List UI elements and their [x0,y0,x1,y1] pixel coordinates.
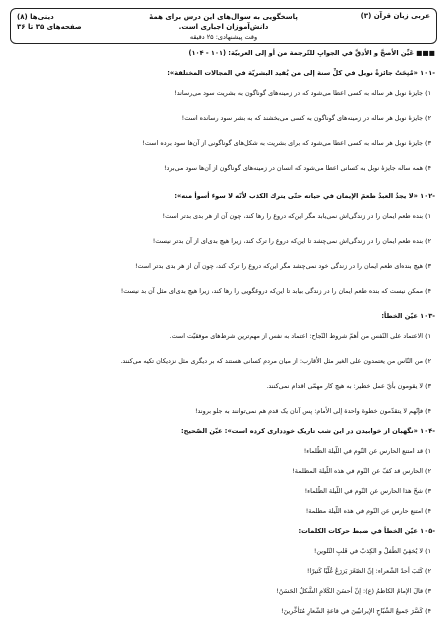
answer-option[interactable]: ۴) ممکن نیست که بنده طعم ایمان را در زندگی بیابد تا این‌که دروغگویی را رها کند، زیرا هیچ بدی‌ای مثل آن بد نیست! [120,287,431,295]
question-stem: -۱۰۱ «مُنِحَتْ جائزةُ نوبل في كلِّ سنة إلى من يُفيد البشريّة في المجالات المختلفة»: [167,69,435,77]
answer-option[interactable]: ۲) من النّاس من يعتمدون على الغير مثل الأقارب: از میان مردم کسانی هستند که بر دیگری مثل نزدیکان تکیه می‌کنند. [120,357,431,365]
exam-header [10,8,437,44]
answer-option[interactable]: ۱) جایزهٔ نوبل هر ساله به کسی اعطا می‌شود که در زمینه‌های گوناگون به بشریت سود می‌رساند! [174,89,431,97]
section-title: ■■■ عَيِّن الأصحَّ و الأدقَّ في الجوابِ للتّرجمة من أو إلى العربيّة: (۱۰۱ - ۱۰۴) [188,49,435,57]
answer-option[interactable]: ۳) لا يقومون بأيّ عمل خطير: به هیچ کار مهمّی اقدام نمی‌کنند. [266,382,431,390]
answer-option[interactable]: ۱) الاعتماد على النّفس من أهمّ شروط النّجاح: اعتماد به نفس از مهم‌ترین شرط‌های موفقیّت است. [169,332,431,340]
answer-option[interactable]: ۲) الحارس قد كفّ عن النّوم في هذه اللّيلة المظلمة! [292,467,431,475]
section-info [17,12,82,32]
question-stem: -۱۰۳ عيّن الخطأ: [381,312,435,320]
answer-option[interactable]: ۱) قد امتنع الحارس عن النّوم في اللّيلة الظّلماء! [303,447,431,455]
answer-option[interactable]: ۴) امتنع حارس عن النّوم في هذه اللّيلة مظلمة! [305,507,431,515]
answer-option[interactable]: ۲) بنده طعم ایمان را در زندگی‌اش نمی‌چشد تا این‌که دروغ را ترک کند، زیرا هیچ بدی‌ای از آن بدتر نیست! [152,237,431,245]
question-stem: -۱۰۵ عيّن الخطأ في ضبط حركات الكلمات: [298,527,435,535]
answer-option[interactable]: ۱) لا يُخفِيُ الطِّفلُ و الكِذبُ في قَلبِ التّلوين! [313,547,431,555]
answer-option[interactable]: ۱) بنده طعم ایمان را در زندگی‌اش نمی‌یابد مگر این‌که دروغ را رها کند، چون آن از هر بدی بدتر است! [162,212,431,220]
subject-title: عربی زبان قرآن (۳) [360,12,430,20]
answer-option[interactable]: ۴) فإنّهم لا يتقدّمون خطوة واحدة إلى الأمام: پس آنان یک قدم هم نمی‌توانند به جلو بروند! [194,407,431,415]
questions-area [10,48,437,617]
answer-option[interactable]: ۴) كَسَّرَ جَميعُ الشّبّاحِ الإيرانيّينَ في قاعةِ الشّعارِ مُتَأخِّرينَ! [281,607,431,615]
instructions [131,12,316,42]
answer-option[interactable]: ۴) همه ساله جایزهٔ نوبل به کسانی اعطا می‌شود که انسان در زمینه‌های گوناگون از آن‌ها سود می‌برد! [163,164,431,172]
answer-option[interactable]: ۳) قالَ الإمامُ الكاظمُ (ع): إنّ أحسَنَ الكَلامِ الشَّكلُ الحَسَنُ! [276,587,431,595]
question-stem: -۱۰۲ «لا يجدُ العبدُ طعمَ الإيمان في حياته حتّى يترك الكذب لأنّه لا سوءَ أسوأُ منه»: [174,192,435,200]
exam-page [10,8,437,615]
answer-option[interactable]: ۲) جایزهٔ نوبل هر ساله در زمینه‌های گوناگون به کسی می‌بخشند که به بشر سود رسانده است! [181,114,431,122]
answer-option[interactable]: ۳) شحّ هذا الحارس عن النّوم في اللّيلة الظّلماء! [304,487,431,495]
section-label: دینی‌ها (۸) [17,13,54,21]
answer-option[interactable]: ۳) جایزهٔ نوبل هر ساله به کسی اعطا می‌شود که برای بشریت به شکل‌های گوناگونی از آن‌ها سود برده است! [142,139,431,147]
answer-option[interactable]: ۳) هیچ بنده‌ای طعم ایمان را در زندگی خود نمی‌چشد مگر این‌که دروغ را ترک کند، چون آن از هر بدی بدتر است! [134,262,431,270]
instruction-line: پاسخگویی به سوال‌های این درس برای همهٔ دانش‌آموزان اجباری است. [149,13,298,31]
answer-option[interactable]: ۲) كَتَبَ أحدُ الشّعراء: إنّ الصّغَرَ يَزرَعُ غُلّيّا كَثيرًا! [306,567,431,575]
question-stem: -۱۰۴ «نگهبان از خوابیدن در این شب تاریک خودداری کرده است»: عيّن الصّحيح: [181,427,435,435]
suggested-time: وقت پیشنهادی: ۲۵ دقیقه [189,33,258,41]
page-range: صفحه‌های ۳۵ تا ۳۶ [17,23,82,31]
